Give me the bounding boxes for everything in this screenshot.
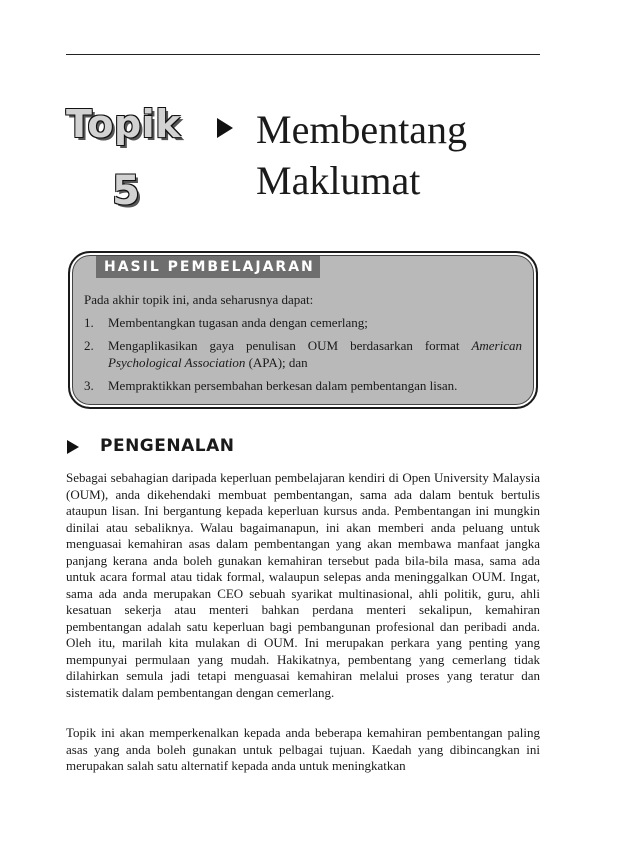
list-item: [84, 337, 522, 371]
list-item: [84, 314, 522, 331]
section-heading: PENGENALAN: [100, 436, 235, 456]
chapter-title: Membentang Maklumat: [256, 107, 468, 203]
list-item-number: 2.: [84, 338, 94, 353]
list-item-italic-text: American Psychological Association: [108, 338, 522, 370]
list-item-number: 1.: [84, 315, 94, 330]
topic-label: Topik: [66, 102, 181, 146]
title-arrow-icon: [217, 118, 233, 138]
learning-outcomes-list: [84, 314, 522, 400]
body-paragraph: Sebagai sebahagian daripada keperluan pembelajaran kendiri di Open University Malaysia (OUM), anda dikehendaki membuat pembentangan, sama ada dalam bentuk bertulis ataupun lisan. Ini bergantung kepada keperluan kursus anda. Pembentangan ini mungkin dinilai atau sebaliknya. Walau bagaimanapun, ini akan memberi anda peluang untuk menguasai kemahiran asas dalam pembentangan yang akan membawa manfaat jangka panjang kerana anda boleh gunakan kemahiran tersebut pada bila-bila masa, sama ada untuk acara formal atau tidak formal, walaupun selepas anda meninggalkan OUM. Ingat, sama ada anda merupakan CEO sebuah syarikat multinasional, ahli politik, guru, ahli kesatuan sekerja atau menteri bahkan perdana menteri sekalipun, kemahiran pembentangan adalah satu keperluan bagi pembangunan profesional dan peribadi anda. Oleh itu, marilah kita mulakan di OUM. Ini merupakan perkara yang penting yang mempunyai permulaan yang mudah. Hakikatnya, pembentang yang cemerlang tidak dilahirkan semula jadi tetapi menguasai kemahiran melalui proses yang teratur dan sistematik dalam pembentangan dengan cemerlang.: [66, 470, 540, 700]
section-arrow-icon: [67, 440, 79, 454]
learning-outcomes-intro: Pada akhir topik ini, anda seharusnya dapat:: [84, 292, 314, 307]
list-item-text: Mengaplikasikan gaya penulisan OUM berdasarkan format: [108, 338, 472, 353]
list-item-text-end: (APA); dan: [245, 355, 308, 370]
list-item-number: 3.: [84, 378, 94, 393]
learning-outcomes-heading: HASIL PEMBELAJARAN: [96, 256, 320, 278]
body-paragraph: Topik ini akan memperkenalkan kepada anda beberapa kemahiran pembentangan paling asas yang anda boleh gunakan untuk pelbagai tujuan. Kaedah yang dibincangkan ini merupakan salah satu alternatif kepada anda untuk meningkatkan: [66, 725, 540, 773]
list-item: [84, 377, 522, 394]
top-rule: [66, 54, 540, 55]
list-item-text: Mempraktikkan persembahan berkesan dalam pembentangan lisan.: [108, 378, 458, 393]
topic-number: 5: [112, 168, 140, 214]
list-item-text: Membentangkan tugasan anda dengan cemerlang;: [108, 315, 368, 330]
